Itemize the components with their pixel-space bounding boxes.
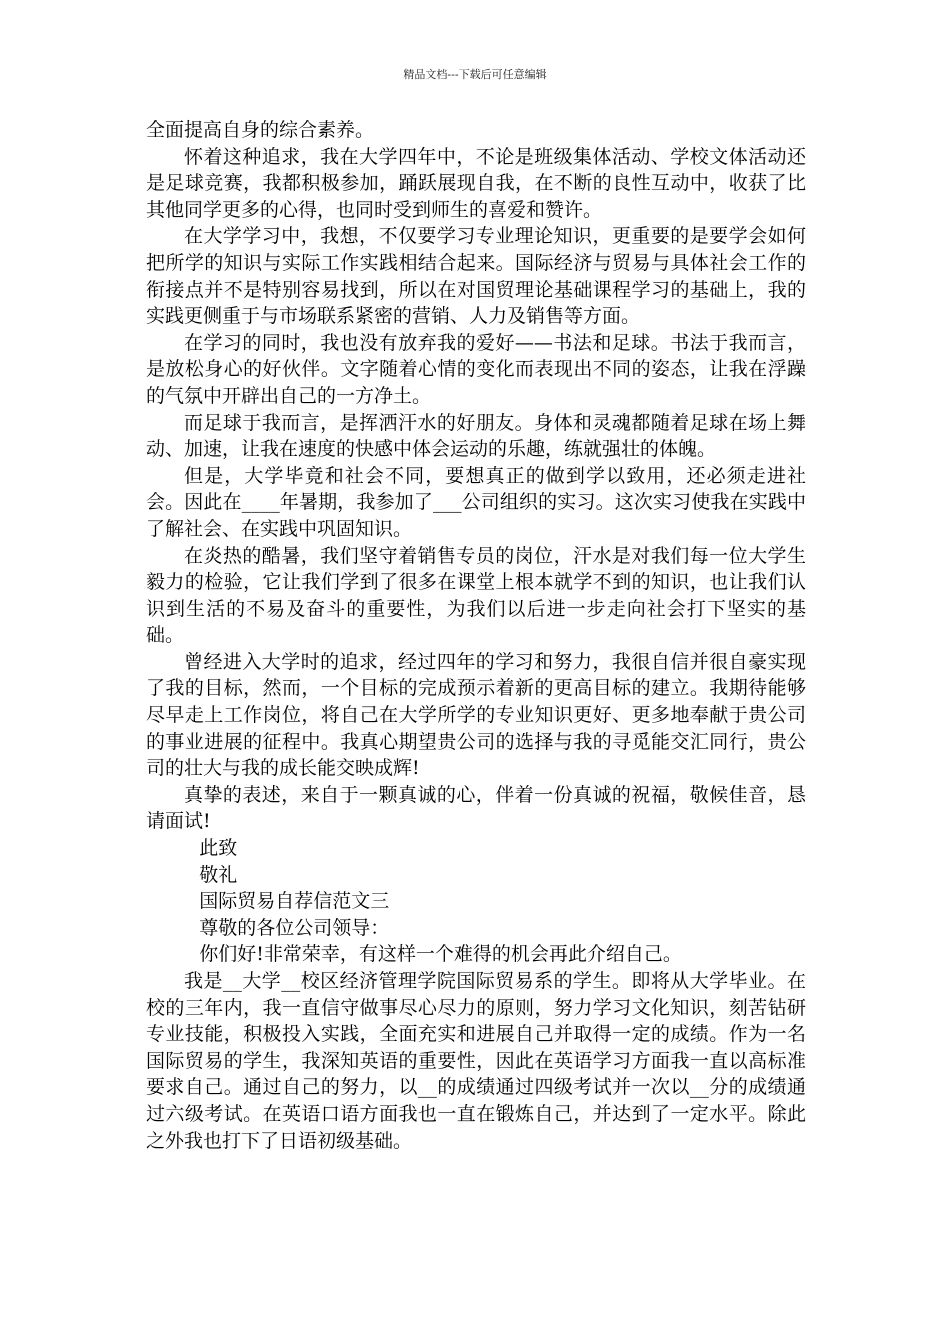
paragraph: 我是__大学__校区经济管理学院国际贸易系的学生。即将从大学毕业。在校的三年内，我一直信守做事尽心尽力的原则，努力学习文化知识，刻苦钻研专业技能，积极投入实践，全面充实和进展自己并取得一定的成绩。作为一名国际贸易的学生，我深知英语的重要性，因此在英语学习方面我一直以高标准要求自己。通过自己的努力，以__的成绩通过四级考试并一次以__分的成绩通过六级考试。在英语口语方面我也一直在锻炼自己，并达到了一定水平。除此之外我也打下了日语初级基础。	[146, 970, 806, 1152]
paragraph: 在学习的同时，我也没有放弃我的爱好——书法和足球。书法于我而言，是放松身心的好伙伴。文字随着心情的变化而表现出不同的姿态，让我在浮躁的气氛中开辟出自己的一方净土。	[146, 331, 806, 407]
closing-salutation: 此致	[199, 837, 238, 860]
section-title: 国际贸易自荐信范文三	[199, 890, 390, 913]
greeting: 尊敬的各位公司领导：	[199, 916, 390, 939]
paragraph: 真挚的表述，来自于一颗真诚的心，伴着一份真诚的祝福，敬候佳音，恳请面试!	[146, 783, 806, 833]
closing-regards: 敬礼	[199, 863, 238, 886]
opening-line: 你们好!非常荣幸，有这样一个难得的机会再此介绍自己。	[199, 943, 682, 966]
paragraph: 而足球于我而言，是挥洒汗水的好朋友。身体和灵魂都随着足球在场上舞动、加速，让我在速度的快感中体会运动的乐趣，练就强壮的体魄。	[146, 411, 806, 461]
page-header: 精品文档---下载后可任意编辑	[403, 68, 547, 81]
paragraph: 怀着这种追求，我在大学四年中，不论是班级集体活动、学校文体活动还是足球竞赛，我都积极参加，踊跃展现自我，在不断的良性互动中，收获了比其他同学更多的心得，也同时受到师生的喜爱和赞许。	[146, 145, 806, 221]
paragraph: 在炎热的酷暑，我们坚守着销售专员的岗位，汗水是对我们每一位大学生毅力的检验，它让我们学到了很多在课堂上根本就学不到的知识，也让我们认识到生活的不易及奋斗的重要性，为我们以后进一步走向社会打下坚实的基础。	[146, 544, 806, 647]
paragraph: 但是，大学毕竟和社会不同，要想真正的做到学以致用，还必须走进社会。因此在____年暑期，我参加了___公司组织的实习。这次实习使我在实践中了解社会、在实践中巩固知识。	[146, 464, 806, 540]
paragraph: 全面提高自身的综合素养。	[146, 119, 375, 141]
paragraph: 曾经进入大学时的追求，经过四年的学习和努力，我很自信并很自豪实现了我的目标，然而，一个目标的完成预示着新的更高目标的建立。我期待能够尽早走上工作岗位，将自己在大学所学的专业知识更好、更多地奉献于贵公司的事业进展的征程中。我真心期望贵公司的选择与我的寻觅能交汇同行，贵公司的壮大与我的成长能交映成辉!	[146, 650, 806, 780]
paragraph: 在大学学习中，我想，不仅要学习专业理论知识，更重要的是要学会如何把所学的知识与实际工作实践相结合起来。国际经济与贸易与具体社会工作的衔接点并不是特别容易找到，所以在对国贸理论基础课程学习的基础上，我的实践更侧重于与市场联系紧密的营销、人力及销售等方面。	[146, 225, 806, 328]
document-body	[146, 117, 806, 1154]
